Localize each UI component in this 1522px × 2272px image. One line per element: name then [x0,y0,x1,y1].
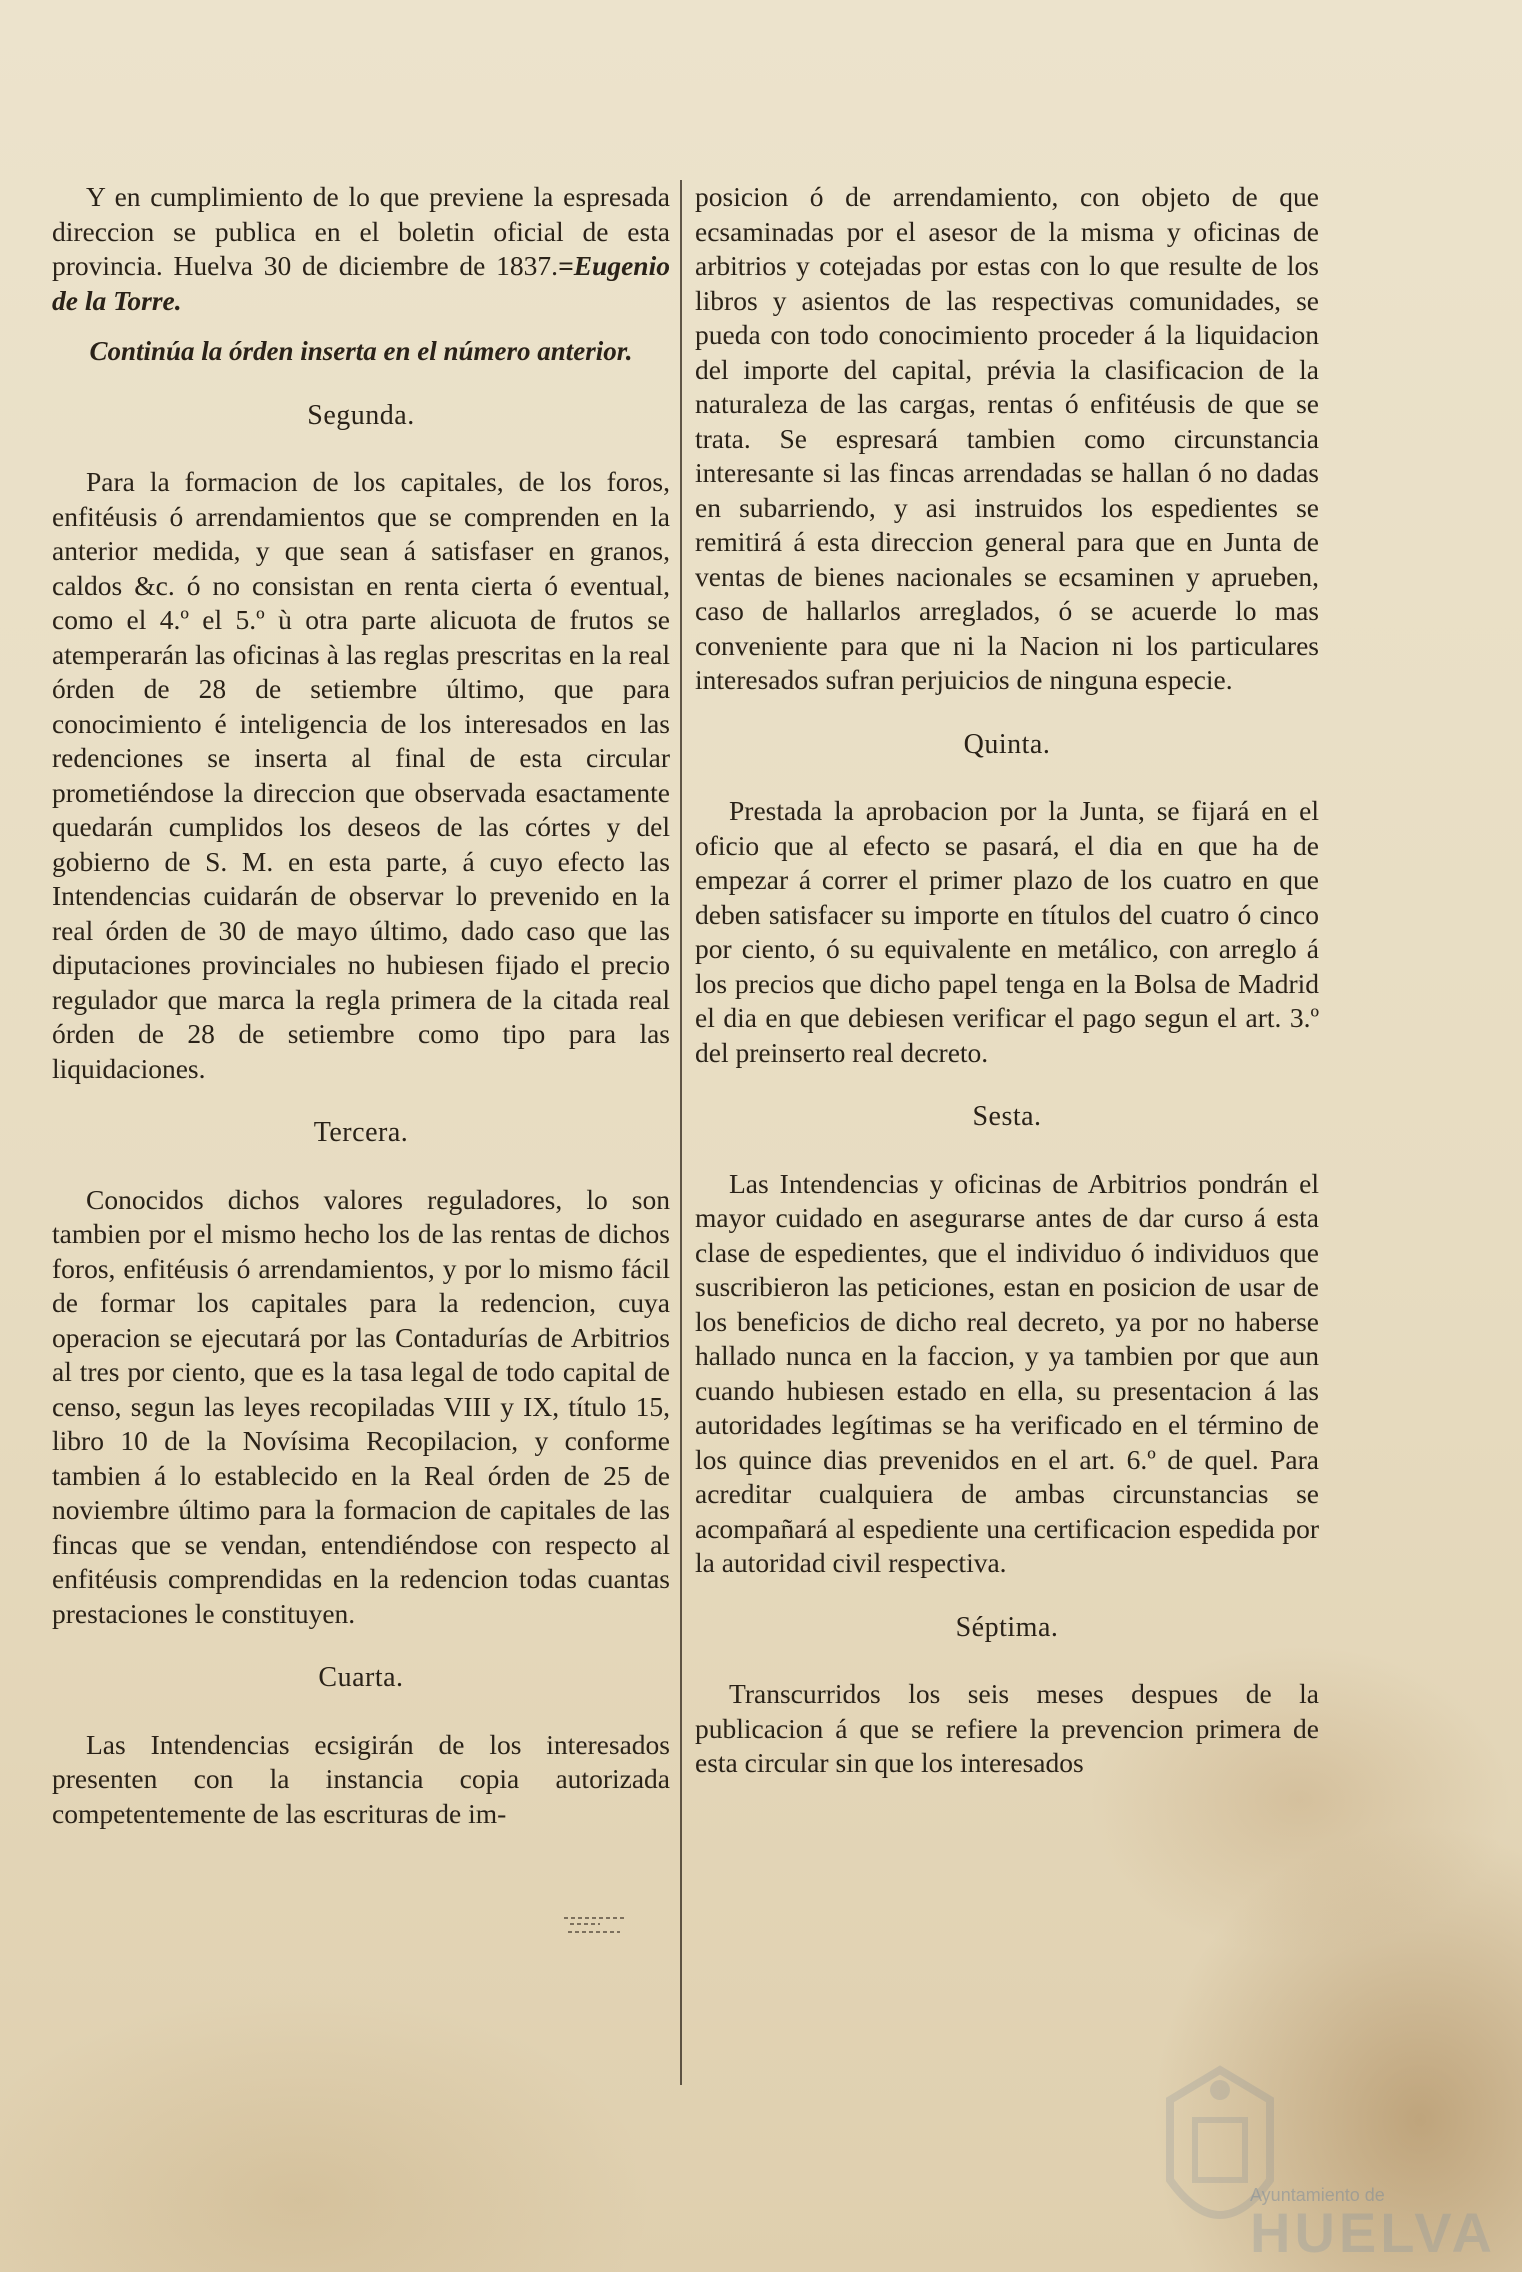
intro-text: Y en cumplimiento de lo que previene la espresada direccion se publica en el boletin oficial de esta provincia. Huelva 30 de diciembre de 1837. [52,181,670,281]
section-heading-quinta: Quinta. [963,728,1051,760]
section-text-cuarta-continued: posicion ó de arrendamiento, con objeto de que ecsaminadas por el asesor de la misma y oficinas de arbitrios y cotejadas por estas con lo que resulte de los libros y asientos de las respectivas comunidades, se pueda con todo conocimiento proceder á la liquidacion del importe del capital, prévia la clasificacion de la naturaleza de las cargas, rentas ó enfitéusis de que se trata. Se espresará tambien como circunstancia interesante si las fincas arrendadas se hallan ó no dadas en subarriendo, y asi instruidos los espedientes se remitirá á esta direccion general para que en Junta de ventas de bienes nacionales se ecsaminen y aprueben, caso de hallarlos arreglados, ó se acuerde lo mas conveniente para que ni la Nacion ni los particulares interesados sufran perjuicios de ninguna especie. [695,181,1319,695]
section-text-sesta: Las Intendencias y oficinas de Arbitrios pondrán el mayor cuidado en asegurarse antes de dar curso á esta clase de espedientes, que el individuo ó individuos que suscribieron las peticiones, estan en posicion de usar de los beneficios de dicho real decreto, ya por no haberse hallado nunca en la faccion, y ya tambien por que aun cuando hubiesen estado en ella, su presentacion á las autoridades legítimas se ha verificado en el término de los quince dias prevenidos en el art. 6.º de quel. Para acreditar cualquiera de ambas circunstancias se acompañará al espediente una certificacion espedida por la autoridad civil respectiva. [695,1167,1319,1578]
section-text-tercera: Conocidos dichos valores reguladores, lo son tambien por el mismo hecho los de las rentas de dichos foros, enfitéusis ó arrendamientos, y por lo mismo fácil de formar los capitales para la redencion, cuya operacion se ejecutará por las Contadurías de Arbitrios al tres por ciento, que es la tasa legal de todo capital de censo, segun las leyes recopiladas VIII y IX, título 15, libro 10 de la Novísima Recopilacion, y conforme tambien á lo establecido en la Real órden de 25 de noviembre último para la formacion de capitales de las fincas que se vendan, entendiéndose con respecto al enfitéusis comprendidas en la redencion todas cuantas prestaciones le constituyen. [52,1183,670,1629]
ornament-mark [560,1910,630,1940]
signature: =Eugenio de la Torre. [52,250,670,316]
watermark-line1: Ayuntamiento de [1250,2185,1385,2205]
section-heading-cuarta: Cuarta. [318,1662,404,1693]
section-text-quinta: Prestada la aprobacion por la Junta, se fijará en el oficio que al efecto se pasará, el dia en que ha de empezar á correr el primer plazo de los cuatro en que deben satisfacer su importe en títulos del cuatro ó cinco por ciento, ó su equivalente en metálico, con arreglo á los precios que dicho papel tenga en la Bolsa de Madrid el dia en que debiesen verificar el pago segun el art. 3.º del preinserto real decreto. [695,795,1319,1068]
section-heading-sesta: Sesta. [972,1101,1042,1132]
right-column [695,180,1319,1781]
section-text-cuarta: Las Intendencias ecsigirán de los interesados presenten con la instancia copia autorizada competentemente de las escrituras de im- [52,1728,670,1829]
section-heading-septima: Séptima. [955,1611,1059,1643]
continuation-heading: Continúa la órden inserta en el número anterior. [89,336,633,366]
section-text-segunda: Para la formacion de los capitales, de los foros, enfitéusis ó arrendamientos que se comprenden en la anterior medida, y que sean á satisfaser en granos, caldos &c. ó no consistan en renta cierta ó eventual, como el 4.º el 5.º ù otra parte alicuota de frutos se atemperarán las oficinas à las reglas prescritas en la real órden de 28 de setiembre último, que para conocimiento é inteligencia de los interesados en las redenciones se inserta al final de esta circular prometiéndose la direccion que observada esactamente quedarán cumplidos los deseos de las córtes y del gobierno de S. M. en esta parte, á cuyo efecto las Intendencias cuidarán de observar lo prevenido en la real órden de 30 de mayo último, dado caso que las diputaciones provinciales no hubiesen fijado el precio regulador que marca la regla primera de la citada real órden de 28 de setiembre como tipo para las liquidaciones. [52,466,670,1084]
intro-paragraph [52,180,670,318]
section-heading-segunda: Segunda. [307,399,415,431]
left-column [52,180,670,1831]
section-heading-tercera: Tercera. [313,1117,409,1148]
watermark-line2: HUELVA [1250,2201,1496,2264]
section-text-septima: Transcurridos los seis meses despues de la publicacion á que se refiere la prevencion primera de esta circular sin que los interesados [695,1678,1319,1778]
column-divider [680,180,682,2085]
